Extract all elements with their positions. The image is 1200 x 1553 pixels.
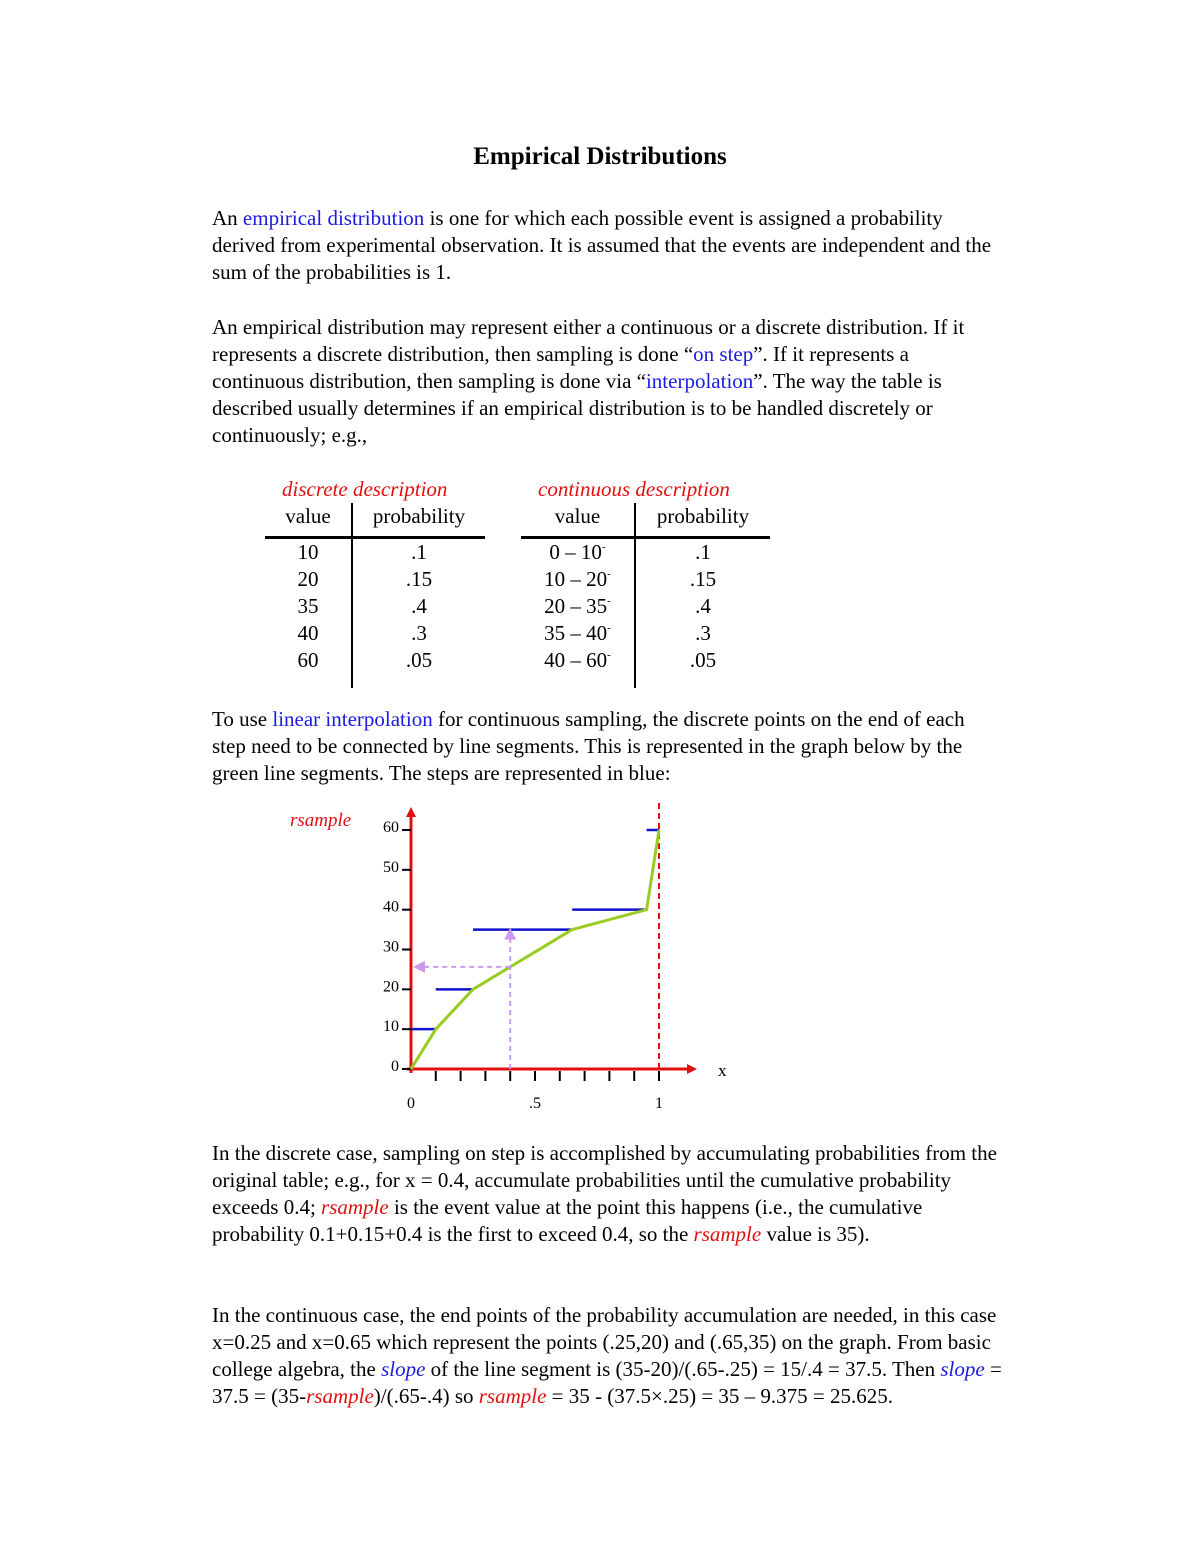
cont-text-3: = 37.5 = (35- — [212, 1357, 1002, 1408]
discrete-value-cell: 60 — [265, 647, 352, 674]
interp-text-start: To use — [212, 707, 273, 731]
y-tick-label: 20 — [383, 978, 399, 996]
discrete-probability-cell: .3 — [411, 621, 427, 645]
continuous-table-caption: continuous description — [538, 477, 730, 501]
continuous-value-cell: 35 – 40- — [521, 620, 635, 647]
on-step-link[interactable]: on step — [693, 342, 754, 366]
continuous-value-cell: 40 – 60- — [521, 647, 635, 674]
discrete-value-cell: 40 — [265, 620, 352, 647]
continuous-header-probability: probability — [635, 503, 770, 538]
interp-text-end: for continuous sampling, the discrete points on the end of each step need to be connected by line segments. This is represented in the graph below by the green line segments. The steps are represented in blue: — [212, 707, 965, 785]
discrete-table-caption: discrete description — [282, 477, 448, 501]
discrete-case-paragraph — [212, 1140, 1002, 1248]
continuous-value-cell: 10 – 20- — [521, 566, 635, 593]
disc-text-1: In the discrete case, sampling on step is accomplished by accumulating probabilities from the original table; e.g., for x = 0.4, accumulate probabilities until the cumulative probability exceeds 0.4; — [212, 1141, 997, 1219]
dc-text-2: ”. If it represents a continuous distribution, then sampling is done via “ — [212, 342, 909, 393]
discrete-header-value: value — [265, 503, 352, 538]
continuous-probability-cell: .4 — [695, 594, 711, 618]
y-tick-label: 40 — [383, 898, 399, 916]
cont-text-2: of the line segment is (35-20)/(.65-.25) = 15/.4 = 37.5. Then — [425, 1357, 941, 1381]
cont-text-4: )/(.65-.4) so — [373, 1384, 479, 1408]
discrete-probability-cell: .4 — [411, 594, 427, 618]
x-tick-label: 1 — [655, 1095, 663, 1112]
y-tick-label: 10 — [383, 1018, 399, 1036]
continuous-case-paragraph — [212, 1302, 1002, 1410]
rsample-term: rsample — [306, 1384, 374, 1408]
x-tick-label: .5 — [529, 1095, 541, 1112]
discrete-value-cell: 10 — [265, 538, 352, 567]
dc-text-1: An empirical distribution may represent either a continuous or a discrete distribution. If it represents a discrete distribution, then sampling is done “ — [212, 315, 965, 366]
cont-text-5: = 35 - (37.5×.25) = 35 – 9.375 = 25.625. — [546, 1384, 894, 1408]
x-tick-label: 0 — [407, 1095, 415, 1112]
discrete-probability-cell: .05 — [405, 648, 433, 672]
y-tick-label: 60 — [383, 819, 399, 836]
continuous-probability-cell: .1 — [695, 540, 711, 564]
continuous-value-cell: 0 – 10- — [521, 538, 635, 567]
interpolation-link[interactable]: interpolation — [645, 369, 754, 393]
continuous-header-value: value — [521, 503, 635, 538]
disc-text-3: value is 35). — [761, 1222, 870, 1246]
y-tick-label: 0 — [391, 1058, 399, 1075]
rsample-term: rsample — [693, 1222, 762, 1246]
y-tick-label: 30 — [383, 938, 399, 956]
discrete-probability-cell: .15 — [405, 567, 433, 591]
slope-term: slope — [381, 1357, 426, 1381]
continuous-value-cell: 20 – 35- — [521, 593, 635, 620]
rsample-term: rsample — [478, 1384, 547, 1408]
discrete-value-cell: 20 — [265, 566, 352, 593]
intro-text-end: is one for which each possible event is assigned a probability derived from experimental observation. It is assumed that the events are independent and the sum of the probabilities is 1. — [212, 206, 992, 284]
continuous-probability-cell: .15 — [689, 567, 717, 591]
continuous-probability-cell: .3 — [695, 621, 711, 645]
empirical-distribution-link[interactable]: empirical distribution — [242, 206, 425, 230]
dc-text-3: ”. The way the table is described usually determines if an empirical distribution is to be handled discretely or continuously; e.g., — [212, 369, 942, 447]
rsample-term: rsample — [321, 1195, 389, 1219]
discrete-value-cell: 35 — [265, 593, 352, 620]
x-axis-label: x — [718, 1061, 727, 1080]
linear-interpolation-link[interactable]: linear interpolation — [272, 707, 433, 731]
discrete-probability-cell: .1 — [411, 540, 427, 564]
y-axis-label: rsample — [290, 810, 352, 831]
interpolation-line — [411, 830, 659, 1069]
cont-text-1: In the continuous case, the end points of the probability accumulation are needed, in this case x=0.25 and x=0.65 which represent the points (.25,20) and (.65,35) on the graph. From basic college algebra, the — [212, 1303, 997, 1381]
discrete-header-probability: probability — [352, 503, 485, 538]
disc-text-2: is the event value at the point this happens (i.e., the cumulative probability 0.1+0.15+0.4 is the first to exceed 0.4, so the — [212, 1195, 923, 1246]
y-tick-label: 50 — [383, 858, 399, 876]
slope-term: slope — [940, 1357, 985, 1381]
intro-text-start: An — [212, 206, 243, 230]
continuous-probability-cell: .05 — [689, 648, 717, 672]
page-title: Empirical Distributions — [473, 143, 727, 170]
